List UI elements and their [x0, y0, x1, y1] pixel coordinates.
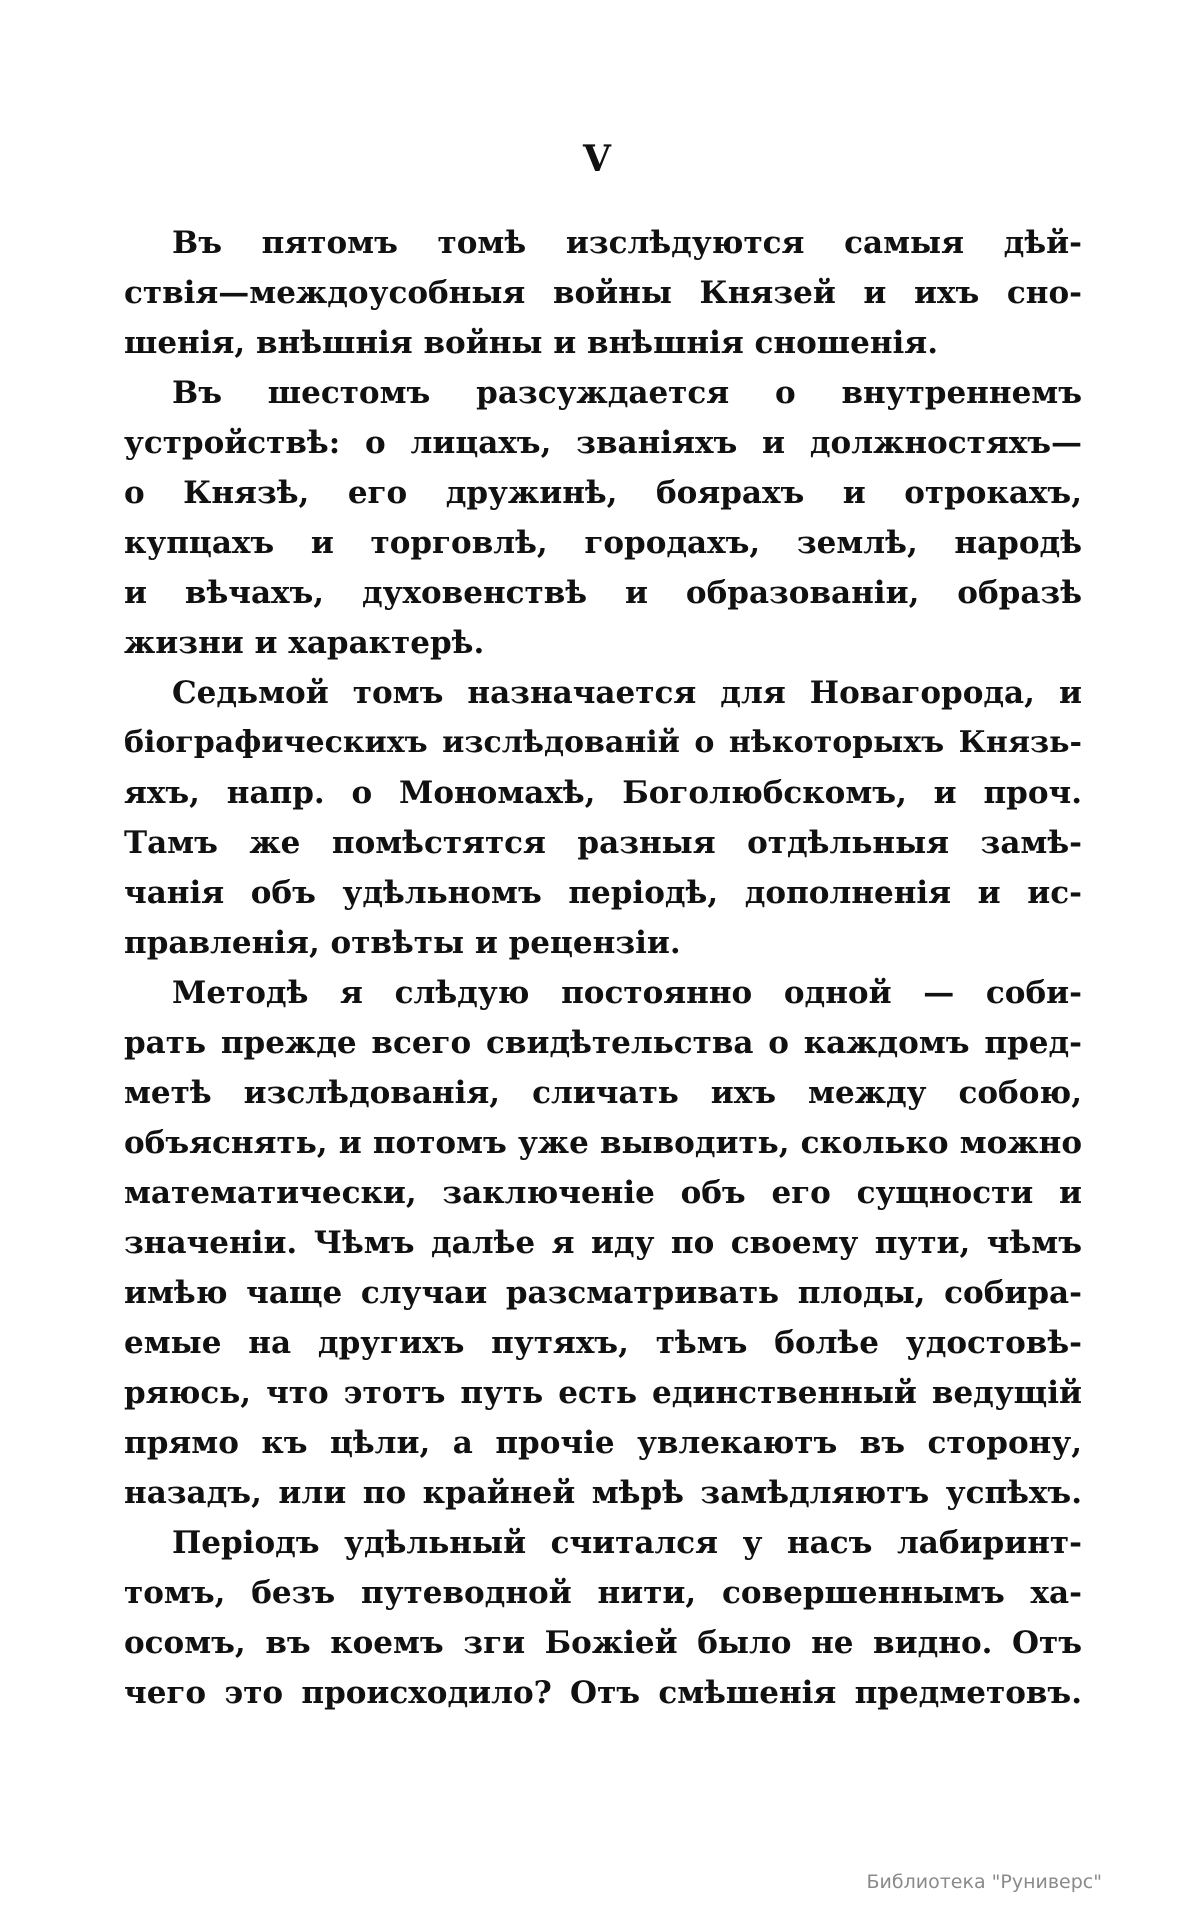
text-line: прямо къ цѣли, а прочіе увлекаютъ въ сторону, — [124, 1425, 1082, 1461]
text-line: устройствѣ: о лицахъ, званіяхъ и должностяхъ— — [124, 425, 1082, 461]
text-line: чанія объ удѣльномъ періодѣ, дополненія и ис- — [124, 875, 1082, 911]
text-line: чего это происходило? Отъ смѣшенія предметовъ. — [124, 1675, 1082, 1711]
page-number: V — [583, 138, 612, 180]
text-line: математически, заключеніе объ его сущности и — [124, 1175, 1082, 1211]
body-text — [124, 218, 1082, 1718]
text-line: Въ шестомъ разсуждается о внутреннемъ — [172, 375, 1082, 411]
text-line: значеніи. Чѣмъ далѣе я иду по своему пути, чѣмъ — [124, 1225, 1082, 1261]
text-line: имѣю чаще случаи разсматривать плоды, собира- — [124, 1275, 1082, 1311]
library-watermark: Библиотека "Руниверс" — [866, 1871, 1102, 1893]
text-line: Методѣ я слѣдую постоянно одной — соби- — [172, 975, 1082, 1011]
text-line: осомъ, въ коемъ зги Божіей было не видно. Отъ — [124, 1625, 1082, 1661]
text-line: ствія—междоусобныя войны Князей и ихъ сно- — [124, 275, 1082, 311]
text-line: емые на другихъ путяхъ, тѣмъ болѣе удостовѣ- — [124, 1325, 1082, 1361]
text-line: метѣ изслѣдованія, сличать ихъ между собою, — [124, 1075, 1082, 1111]
text-line: Періодъ удѣльный считался у насъ лабиринт- — [172, 1525, 1082, 1561]
text-line: яхъ, напр. о Мономахѣ, Боголюбскомъ, и проч. — [124, 775, 1082, 811]
text-line: Седьмой томъ назначается для Новагорода, и — [172, 675, 1082, 711]
text-line: Тамъ же помѣстятся разныя отдѣльныя замѣ- — [124, 825, 1082, 861]
text-line: рать прежде всего свидѣтельства о каждомъ пред- — [124, 1025, 1082, 1061]
text-line: назадъ, или по крайней мѣрѣ замѣдляютъ успѣхъ. — [124, 1475, 1082, 1511]
text-line: ряюсь, что этотъ путь есть единственный ведущій — [124, 1375, 1082, 1411]
text-line: купцахъ и торговлѣ, городахъ, землѣ, народѣ — [124, 525, 1082, 561]
text-line: Въ пятомъ томѣ изслѣдуются самыя дѣй- — [172, 225, 1082, 261]
text-line: правленія, отвѣты и рецензіи. — [124, 925, 681, 961]
text-line: объяснять, и потомъ уже выводить, сколько можно — [124, 1125, 1082, 1161]
text-line: шенія, внѣшнія войны и внѣшнія сношенія. — [124, 325, 938, 361]
text-line: о Князѣ, его дружинѣ, боярахъ и отрокахъ, — [124, 475, 1082, 511]
text-line: біографическихъ изслѣдованій о нѣкоторыхъ Князь- — [124, 725, 1082, 760]
text-line: томъ, безъ путеводной нити, совершеннымъ ха- — [124, 1575, 1082, 1611]
text-line: жизни и характерѣ. — [124, 625, 485, 661]
text-line: и вѣчахъ, духовенствѣ и образованіи, образѣ — [124, 575, 1082, 611]
